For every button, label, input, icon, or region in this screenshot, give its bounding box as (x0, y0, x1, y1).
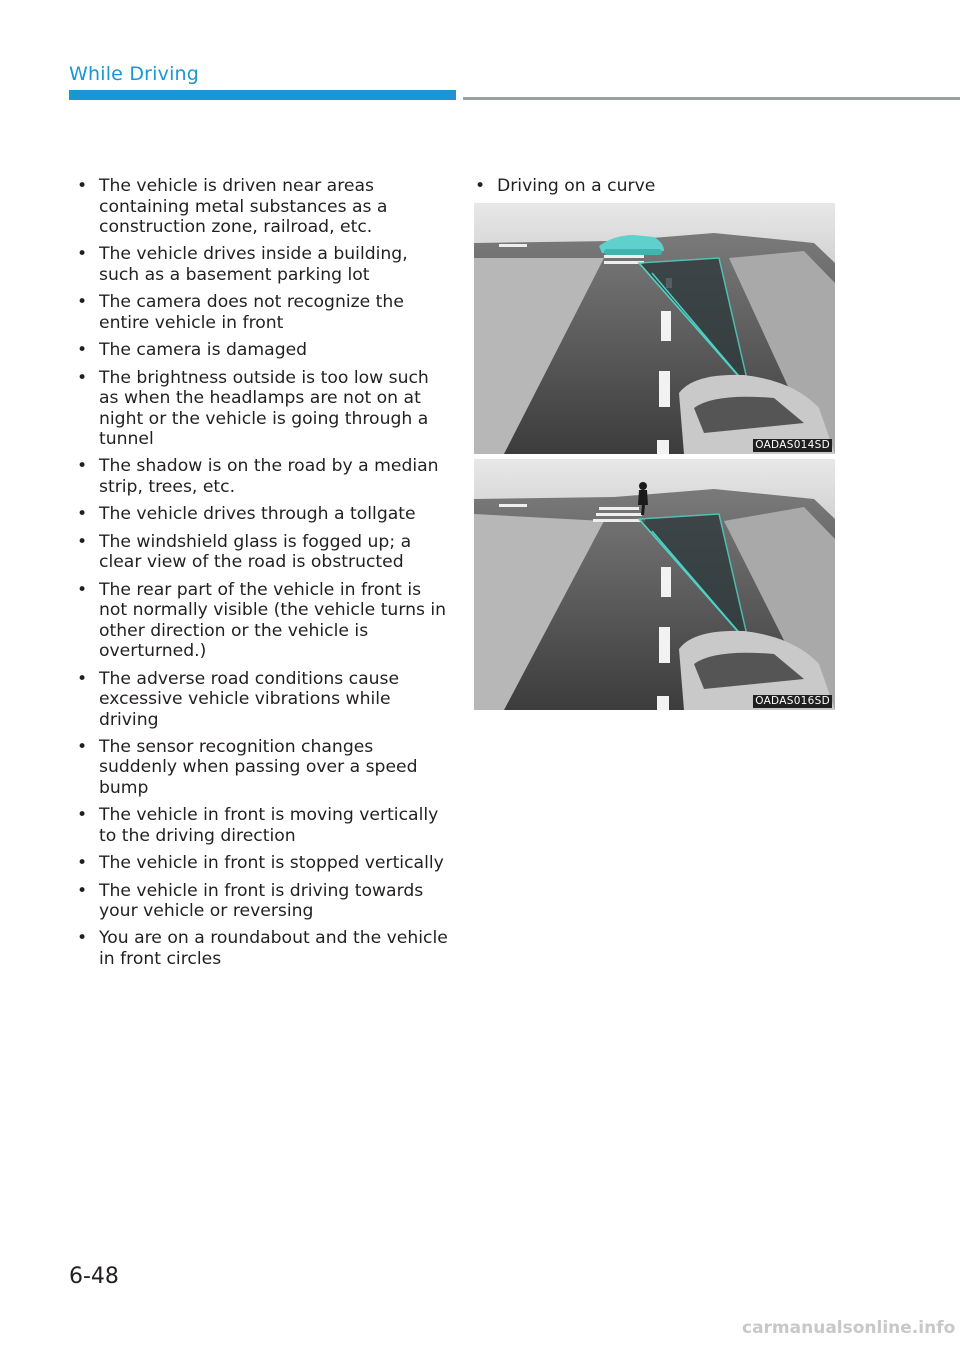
bullet-text: The sensor recognition changes suddenly when passing over a speed bump (99, 736, 418, 798)
bullet-item (69, 244, 449, 285)
bullet-text: The camera is damaged (99, 340, 308, 361)
bullet-dot: • (475, 176, 486, 196)
bullet-dot: • (77, 456, 88, 477)
bullet-item (69, 368, 449, 450)
bullet-dot: • (77, 292, 88, 313)
bullet-text: The vehicle is driven near areas containing metal substances as a construction zone, railroad, etc. (99, 176, 388, 237)
lane-marking (657, 696, 669, 710)
bullet-dot: • (77, 880, 88, 901)
bullet-dot: • (77, 928, 88, 949)
section-title: While Driving (69, 63, 200, 85)
lane-marking (657, 440, 669, 454)
bullet-text: The vehicle drives inside a building, such as a basement parking lot (99, 244, 408, 285)
figure-code: OADAS016SD (755, 695, 830, 707)
bullet-text: The shadow is on the road by a median strip, trees, etc. (99, 456, 439, 497)
header-rule-gray (463, 97, 960, 100)
bullet-dot: • (77, 531, 88, 552)
bullet-dot: • (77, 244, 88, 265)
bullet-item (69, 737, 449, 799)
bullet-dot: • (77, 579, 88, 600)
bullet-text: The brightness outside is too low such as when the headlamps are not on at night or the vehicle is going through a tunnel (99, 367, 429, 450)
bullet-text: The vehicle in front is driving towards your vehicle or reversing (99, 880, 424, 922)
bullet-item (69, 456, 449, 497)
bullet-text: The vehicle in front is moving vertically to the driving direction (99, 805, 439, 846)
pedestrian-illustration (474, 459, 835, 710)
bullet-dot: • (77, 340, 88, 361)
bullet-text: The vehicle in front is stopped vertically (99, 853, 444, 874)
figure-curve (474, 203, 835, 454)
bullet-text: The rear part of the vehicle in front is not normally visible (the vehicle turns in other direction or the vehicle is overturned.) (99, 579, 447, 662)
left-bullet-list (69, 176, 449, 976)
bullet-text: The adverse road conditions cause excessive vehicle vibrations while driving (99, 668, 400, 730)
bullet-dot: • (77, 504, 88, 525)
bullet-item (69, 340, 449, 361)
curve-illustration (474, 203, 835, 454)
watermark: carmanualsonline.info (742, 1318, 956, 1338)
right-bullet-list (467, 176, 837, 203)
bullet-item (467, 176, 837, 197)
bullet-text: Driving on a curve (497, 176, 656, 196)
bullet-text: You are on a roundabout and the vehicle in front circles (99, 928, 448, 969)
figure-pedestrian (474, 459, 835, 710)
lane-marking (661, 311, 671, 341)
bullet-dot: • (77, 805, 88, 826)
bullet-text: The camera does not recognize the entire vehicle in front (99, 292, 404, 333)
bullet-dot: • (77, 668, 88, 689)
bullet-item (69, 504, 449, 525)
lane-marking (659, 627, 670, 663)
bullet-item (69, 805, 449, 846)
bullet-dot: • (77, 736, 88, 757)
bullet-text: The vehicle drives through a tollgate (99, 504, 416, 525)
bullet-item (69, 669, 449, 731)
bullet-item (69, 881, 449, 922)
bullet-item (69, 292, 449, 333)
page-number: 6-48 (69, 1264, 119, 1289)
bullet-item (69, 580, 449, 662)
bullet-item (69, 928, 449, 969)
header-rule-blue (69, 90, 456, 100)
bullet-dot: • (77, 853, 88, 874)
figure-code: OADAS014SD (755, 439, 830, 451)
bullet-dot: • (77, 176, 88, 196)
bullet-item (69, 853, 449, 874)
bullet-text: The windshield glass is fogged up; a clear view of the road is obstructed (99, 531, 412, 573)
bullet-dot: • (77, 367, 88, 388)
bullet-item (69, 176, 449, 238)
lane-marking (661, 567, 671, 597)
bullet-item (69, 532, 449, 573)
lane-marking (659, 371, 670, 407)
